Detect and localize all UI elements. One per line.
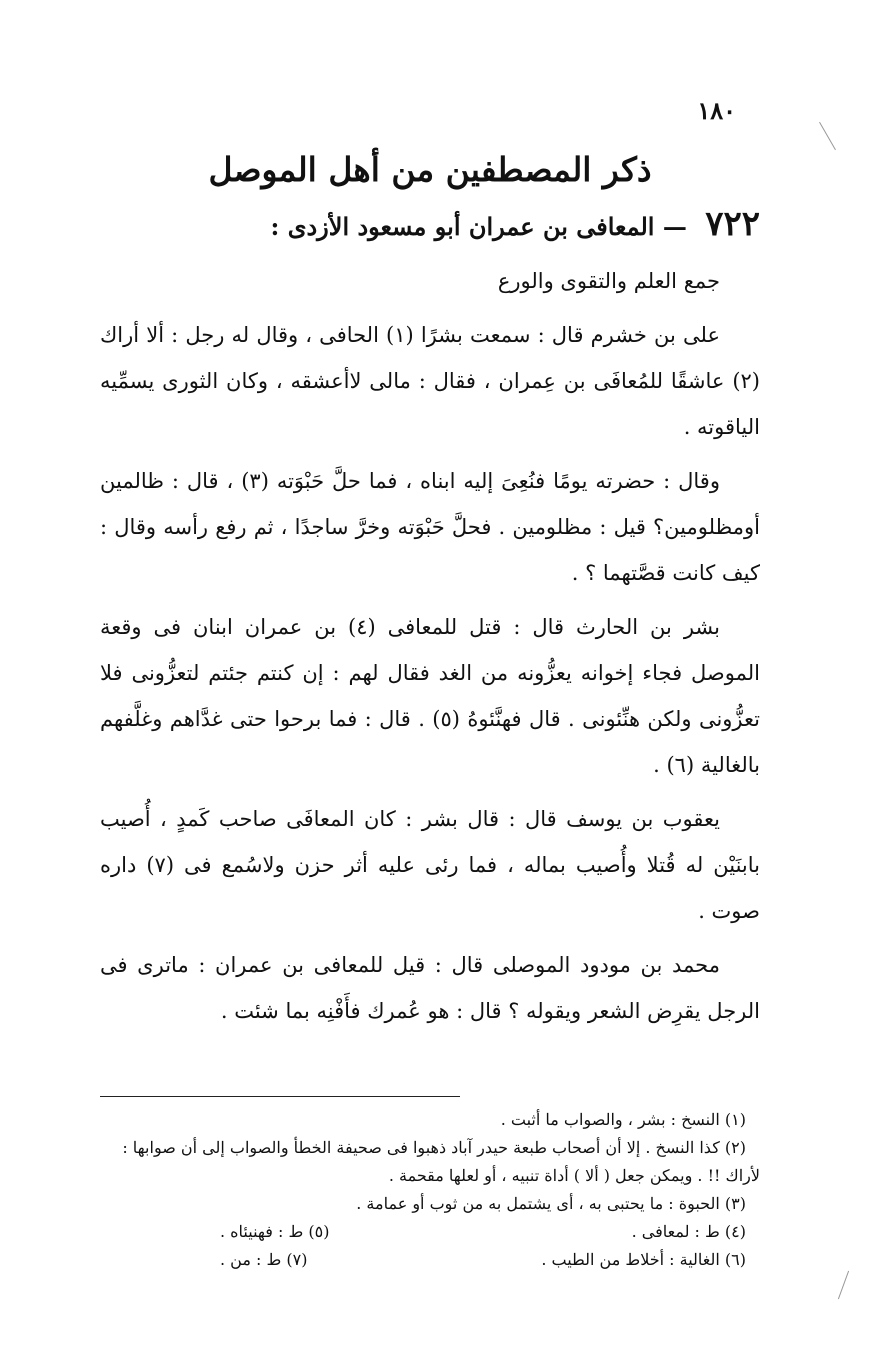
footnote: (١) النسخ : بشر ، والصواب ما أثبت . [500,1110,746,1129]
footnote: (٧) ط : من . [220,1250,308,1269]
footnote: (٤) ط : لمعافى . [631,1222,746,1241]
paragraph: جمع العلم والتقوى والورع [497,269,720,293]
book-page [100,0,760,1366]
entry-title: المعافى بن عمران أبو مسعود الأزدى : [270,212,655,241]
footnote-divider [100,1096,460,1097]
footnote-row [100,1218,760,1246]
paragraph: يعقوب بن يوسف قال : قال بشر : كان المعافَى صاحب كَمدٍ ، أُصيب بابنَيْن له قُتلا وأُصيب بماله ، فما رئى عليه أثر حزن ولاسُمع فى (٧) داره صوت . [100,807,761,923]
footnote: (٣) الحبوة : ما يحتبى به ، أى يشتمل به من ثوب أو عمامة . [356,1194,746,1213]
section-title: ذكر المصطفين من أهل الموصل [208,150,652,189]
body-text [100,258,760,1042]
paragraph: بشر بن الحارث قال : قتل للمعافى (٤) بن عمران ابنان فى وقعة الموصل فجاء إخوانه يعزُّونه من الغد فقال لهم : إن كنتم جئتم لتعزُّونى فلا تعزُّونى ولكن هنِّئونى . قال فهنَّئوهُ (٥) . قال : فما برحوا حتى غدَّاهم وغلَّفهم بالغالية (٦) . [100,615,760,777]
paragraph: وقال : حضرته يومًا فنُعِىَ إليه ابناه ، فما حلَّ حَبْوَته (٣) ، قال : ظالمين أومظلومين؟ قيل : مظلومين . فحلَّ حَبْوَته وخرَّ ساجدًا ، ثم رفع رأسه وقال : كيف كانت قصَّتهما ؟ . [100,469,760,585]
footnote: (٥) ط : فهنيئاه . [220,1222,330,1241]
entry-dash: — [662,212,687,241]
paragraph: محمد بن مودود الموصلى قال : قيل للمعافى بن عمران : ماترى فى الرجل يقرِض الشعر ويقوله ؟ قال : هو عُمرك فأَفْنِه بما شئت . [100,953,760,1023]
footnotes [100,1106,760,1274]
scan-mark [838,1271,849,1300]
page-number: ١٨٠ [697,96,736,125]
footnote: (٦) الغالية : أخلاط من الطيب . [541,1250,746,1269]
entry-number: ٧٢٢ [705,204,760,244]
scan-mark [819,122,836,150]
entry-heading [100,204,760,244]
paragraph: على بن خشرم قال : سمعت بشرًا (١) الحافى ، وقال له رجل : ألا أراك (٢) عاشقًا للمُعافَى بن عِمران ، فقال : مالى لاأعشقه ، وكان الثورى يسمِّيه الياقوته . [100,323,760,439]
footnote: (٢) كذا النسخ . إلا أن أصحاب طبعة حيدر آباد ذهبوا فى صحيفة الخطأ والصواب إلى أن صوابها : لأراك !! . ويمكن جعل ( ألا ) أداة تنبيه ، أو لعلها مقحمة . [122,1138,760,1185]
footnote-row [100,1246,760,1274]
